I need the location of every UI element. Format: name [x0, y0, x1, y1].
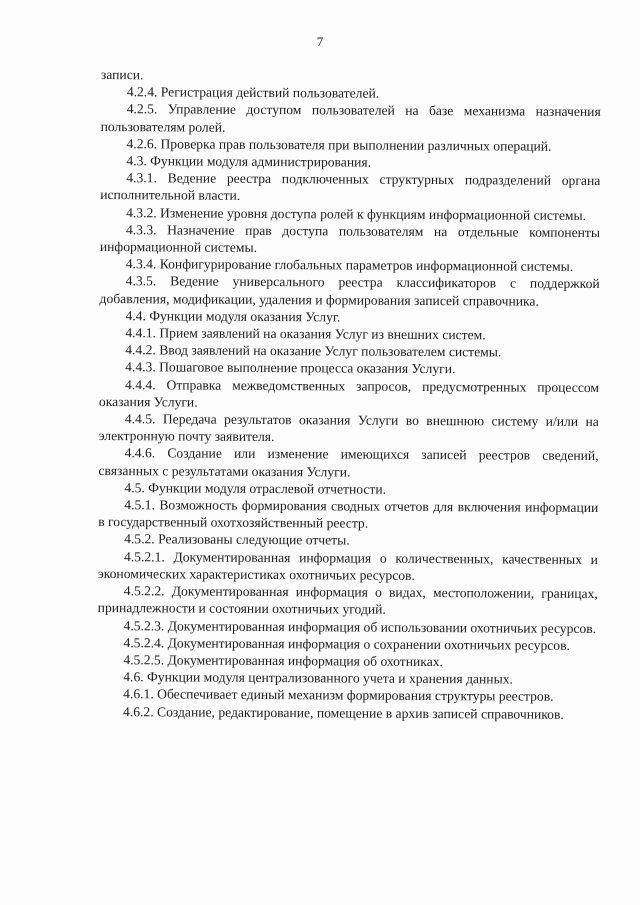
document-paragraph: 4.3.3. Назначение прав доступа пользователям на отдельные компоненты информационной системы.: [99, 221, 601, 255]
document-body: [97, 66, 601, 723]
document-paragraph: 4.5.2. Реализованы следующие отчеты.: [124, 531, 350, 549]
document-paragraph: 4.5.1. Возможность формирования сводных отчетов для включения информации в государственный охотхозяйственный реестр.: [98, 497, 599, 531]
document-paragraph: 4.3.4. Конфигурирование глобальных параметров информационной системы.: [125, 256, 574, 275]
document-paragraph: записи.: [100, 66, 144, 83]
document-paragraph: 4.2.6. Проверка прав пользователя при выполнении различных операций.: [126, 135, 552, 154]
document-paragraph: 4.2.4. Регистрация действий пользователей.: [126, 84, 380, 101]
document-paragraph: 4.2.5. Управление доступом пользователей на базе механизма назначения пользователям ролей.: [100, 101, 601, 135]
document-paragraph: 4.3.2. Изменение уровня доступа ролей к функциям информационной системы.: [126, 204, 587, 223]
document-paragraph: 4.3.5. Ведение универсального реестра классификаторов с поддержкой добавления, модификации, удаления и формирования записей справочника.: [99, 273, 600, 309]
document-paragraph: 4.6.2. Создание, редактирование, помещение в архив записей справочников.: [123, 703, 564, 722]
document-paragraph: 4.4. Функции модуля оказания Услуг.: [125, 307, 341, 325]
document-paragraph: 4.3.1. Ведение реестра подключенных структурных подразделений органа исполнительной власти.: [100, 170, 601, 204]
document-paragraph: 4.5.2.3. Документированная информация об использовании охотничьих ресурсов.: [123, 617, 597, 636]
document-paragraph: 4.5. Функции модуля отраслевой отчетности.: [124, 480, 387, 497]
document-paragraph: 4.6. Функции модуля централизованного учета и хранения данных.: [123, 669, 513, 687]
document-paragraph: 4.5.2.5. Документированная информация об охотниках.: [123, 652, 444, 670]
document-paragraph: 4.4.1. Прием заявлений на оказания Услуг из внешних систем.: [125, 325, 486, 343]
document-paragraph: 4.4.3. Пошаговое выполнение процесса оказания Услуги.: [125, 359, 456, 377]
document-paragraph: 4.5.2.4. Документированная информация о сохранении охотничьих ресурсов.: [123, 634, 570, 653]
document-paragraph: 4.4.5. Передача результатов оказания Услуги во внешнюю систему и/или на электронную почту заявителя.: [98, 411, 599, 445]
document-paragraph: 4.4.2. Ввод заявлений на оказание Услуг пользователем системы.: [125, 342, 502, 360]
document-paragraph: 4.6.1. Обеспечивает единый механизм формирования структуры реестров.: [123, 686, 554, 705]
page-number: 7: [316, 34, 324, 49]
document-paragraph: 4.4.4. Отправка межведомственных запросов, предусмотренных процессом оказания Услуги.: [98, 376, 600, 410]
document-paragraph: 4.4.6. Создание или изменение имеющихся записей реестров сведений, связанных с результатами оказания Услуги.: [98, 445, 599, 480]
document-paragraph: 4.3. Функции модуля администрирования.: [126, 153, 372, 170]
document-paragraph: 4.5.2.1. Документированная информация о количественных, качественных и экономических характеристиках охотничьих ресурсов.: [97, 548, 599, 583]
document-paragraph: 4.5.2.2. Документированная информация о видах, местоположении, границах, принадлежности и состоянии охотничьих угодий.: [97, 583, 598, 618]
